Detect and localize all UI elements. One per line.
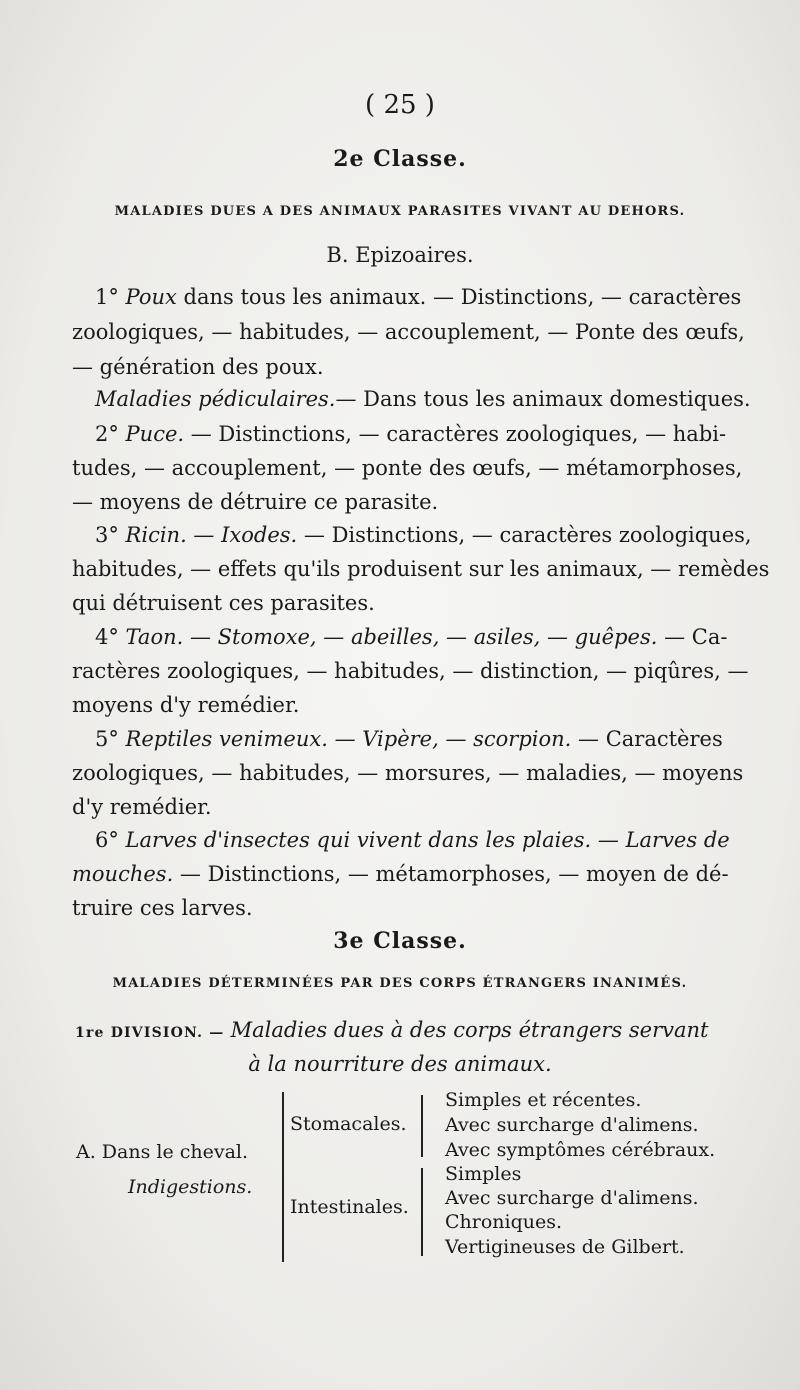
- text-segment: — Distinctions, — caractères zoologiques,: [297, 523, 752, 547]
- text-line: [72, 695, 707, 716]
- text-line: [72, 797, 707, 818]
- text-line: [95, 727, 723, 751]
- text-segment: — Distinctions, — métamorphoses, — moyen de dé-: [173, 862, 729, 886]
- text-line: [72, 898, 707, 919]
- text-line: [72, 557, 770, 581]
- italic-term: Taon. — Stomoxe, — abeilles, — asiles, — guêpes.: [125, 625, 658, 649]
- text-line: [95, 285, 742, 309]
- text-segment: tudes, — accouplement, — ponte des œufs, — métamorphoses,: [72, 456, 743, 480]
- intestinales-item: Avec surcharge d'alimens.: [445, 1187, 699, 1209]
- text-segment: 4°: [95, 625, 126, 649]
- text-line: [95, 422, 727, 446]
- text-line: [72, 659, 749, 683]
- intestinales-brace: [421, 1168, 423, 1256]
- text-line: [95, 523, 752, 547]
- intestinales-label: Intestinales.: [290, 1196, 409, 1218]
- stomacales-item: Avec symptômes cérébraux.: [445, 1139, 716, 1161]
- italic-term: Poux: [125, 285, 177, 309]
- division-label: 1re DIVISION. —: [75, 1025, 231, 1041]
- italic-term: Reptiles venimeux. — Vipère, — scorpion.: [125, 727, 572, 751]
- text-line: [72, 456, 743, 480]
- text-segment: 5°: [95, 727, 126, 751]
- class-2-subheading: [0, 245, 800, 266]
- stomacales-label: Stomacales.: [290, 1113, 407, 1135]
- page-number: ( 25 ): [365, 90, 435, 120]
- text-segment: — Caractères: [571, 727, 723, 751]
- italic-term: mouches.: [72, 862, 174, 886]
- text-segment: — Distinctions, — caractères zoologiques, — habi-: [184, 422, 727, 446]
- division-title-2: à la nourriture des animaux.: [248, 1052, 552, 1076]
- text-line: [72, 761, 744, 785]
- class-2-title: 2e Classe.: [333, 146, 467, 172]
- text-segment: dans tous les animaux. — Distinctions, — caractères: [176, 285, 742, 309]
- class-2-heading: MALADIES DUES A DES ANIMAUX PARASITES VIVANT AU DEHORS.: [114, 204, 686, 219]
- italic-term: Maladies pédiculaires.: [95, 387, 336, 411]
- indigestions-text: Indigestions.: [128, 1176, 253, 1198]
- stomacales-brace: [421, 1095, 423, 1157]
- text-line: [95, 828, 730, 852]
- division-title-1: Maladies dues à des corps étrangers servant: [230, 1018, 709, 1042]
- text-line: [95, 625, 728, 649]
- text-segment: habitudes, — effets qu'ils produisent sur les animaux, — remèdes: [72, 557, 770, 581]
- text-segment: — Dans tous les animaux domestiques.: [335, 387, 751, 411]
- text-segment: — génération des poux.: [72, 355, 324, 379]
- text-line: [72, 492, 707, 513]
- text-line: [72, 862, 729, 886]
- outer-brace: [282, 1092, 284, 1262]
- text-line: [72, 320, 745, 344]
- text-segment: 1°: [95, 285, 126, 309]
- text-segment: 6°: [95, 828, 126, 852]
- text-segment: zoologiques, — habitudes, — morsures, — maladies, — moyens: [72, 761, 744, 785]
- division-line-2: [0, 1054, 800, 1075]
- text-segment: moyens d'y remédier.: [72, 693, 300, 717]
- class-3-heading: MALADIES DÉTERMINÉES PAR DES CORPS ÉTRANGERS INANIMÉS.: [112, 976, 688, 991]
- text-segment: — Ca-: [657, 625, 728, 649]
- stomacales-item: Avec surcharge d'alimens.: [445, 1114, 699, 1136]
- text-segment: — moyens de détruire ce parasite.: [72, 490, 439, 514]
- text-segment: truire ces larves.: [72, 896, 253, 920]
- intestinales-item: Chroniques.: [445, 1211, 563, 1233]
- text-segment: ractères zoologiques, — habitudes, — distinction, — piqûres, —: [72, 659, 749, 683]
- row-label-indigestions: [128, 1178, 252, 1197]
- text-segment: qui détruisent ces parasites.: [72, 591, 375, 615]
- division-line-1: [75, 1020, 711, 1041]
- stomacales-item: Simples et récentes.: [445, 1089, 642, 1111]
- intestinales-item: Simples: [445, 1163, 522, 1185]
- italic-term: Ricin. — Ixodes.: [125, 523, 298, 547]
- text-segment: d'y remédier.: [72, 795, 212, 819]
- italic-term: Larves d'insectes qui vivent dans les plaies. — Larves de: [125, 828, 730, 852]
- row-label-cheval: A. Dans le cheval.: [76, 1141, 249, 1163]
- class-3-title: 3e Classe.: [333, 928, 467, 954]
- italic-term: Puce.: [125, 422, 185, 446]
- text-line: [72, 593, 707, 614]
- text-segment: zoologiques, — habitudes, — accouplement, — Ponte des œufs,: [72, 320, 745, 344]
- text-line: [72, 357, 707, 378]
- intestinales-item: Vertigineuses de Gilbert.: [445, 1236, 685, 1258]
- text-segment: 3°: [95, 523, 126, 547]
- text-line: [95, 387, 751, 411]
- subheading-text: B. Epizoaires.: [326, 243, 474, 267]
- text-segment: 2°: [95, 422, 126, 446]
